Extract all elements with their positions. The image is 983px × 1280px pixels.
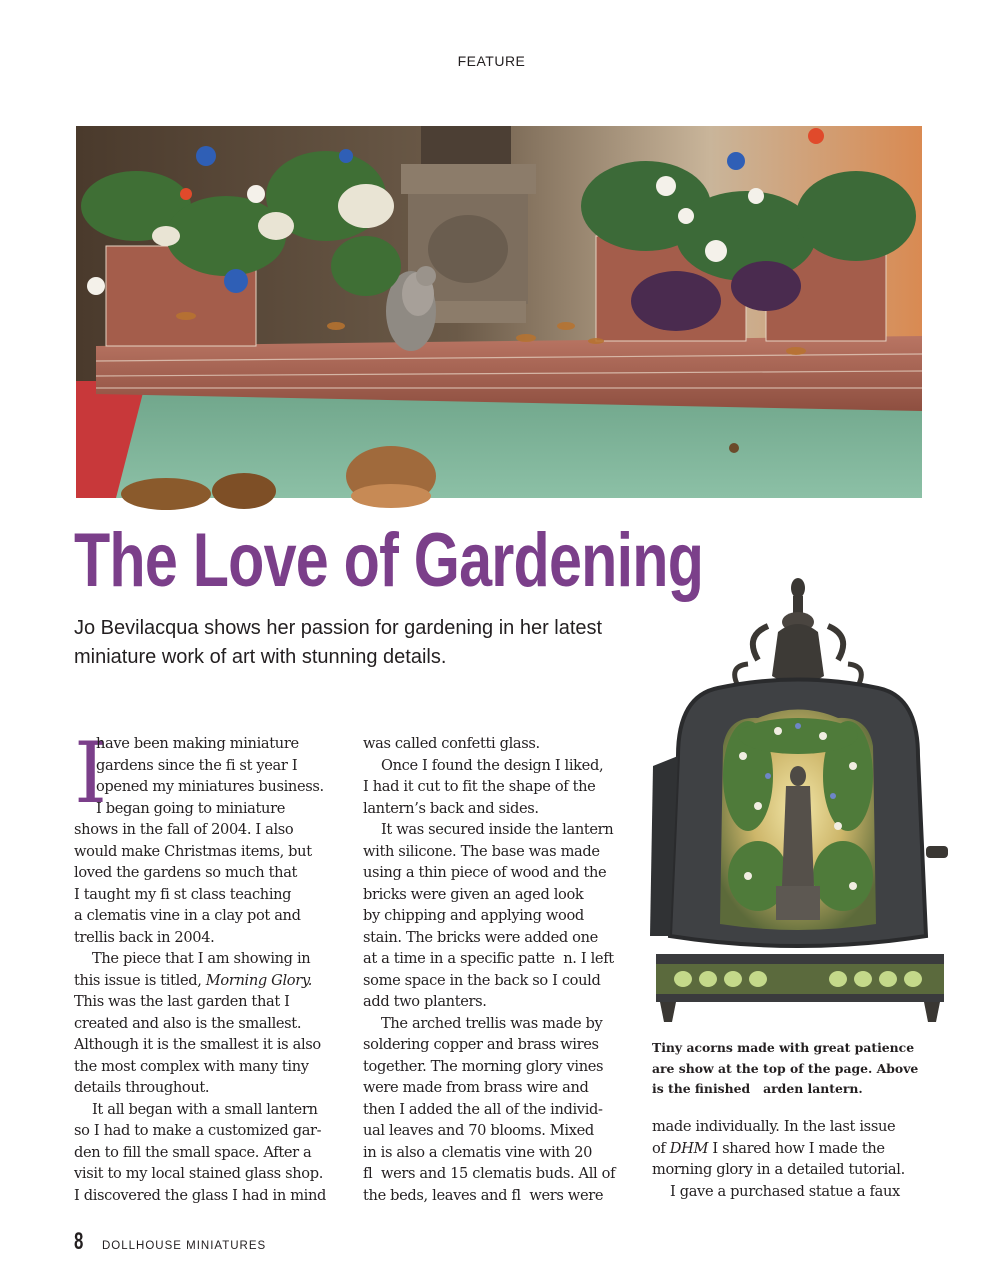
body-line: bricks were given an aged look — [363, 885, 584, 903]
page-number: 8 — [74, 1228, 84, 1255]
body-line: This was the last garden that I — [74, 993, 290, 1010]
artwork-title: Morning Glory. — [205, 971, 313, 989]
body-line: Once I found the design I liked, — [381, 756, 604, 774]
body-line: would make Christmas items, but — [74, 842, 312, 860]
body-line: ual leaves and 70 blooms. Mixed — [363, 1122, 594, 1139]
body-line: by chipping and applying wood — [363, 907, 584, 924]
magazine-abbrev: DHM — [669, 1139, 709, 1157]
body-line — [652, 1138, 927, 1160]
body-line: details throughout. — [74, 1079, 210, 1096]
body-column-3 — [652, 1116, 927, 1202]
article-deck — [74, 614, 694, 672]
body-line: I began going to miniature — [96, 799, 285, 817]
body-line: together. The morning glory vines — [363, 1057, 604, 1075]
deck-line: Jo Bevilacqua shows her passion for gardening in her latest — [74, 617, 603, 639]
body-line: den to fill the small space. After a — [74, 1143, 312, 1161]
body-line: I had it cut to fit the shape of the — [363, 778, 596, 795]
body-line: fl wers and 15 clematis buds. All of — [363, 1165, 616, 1182]
body-line: was called confetti glass. — [363, 735, 540, 752]
body-line: so I had to make a customized gar- — [74, 1122, 322, 1139]
body-line: It was secured inside the lantern — [381, 821, 614, 838]
body-line: add two planters. — [363, 993, 487, 1010]
lantern-photo-illustration — [648, 576, 962, 1030]
body-line: shows in the fall of 2004. I also — [74, 821, 294, 838]
article-title: The Love of Gardening — [74, 518, 704, 603]
body-line: with silicone. The base was made — [363, 842, 600, 860]
body-line — [74, 970, 349, 992]
body-line: lantern’s back and sides. — [363, 799, 539, 817]
body-line: soldering copper and brass wires — [363, 1036, 599, 1053]
body-line: using a thin piece of wood and the — [363, 864, 607, 881]
body-line: morning glory in a detailed tutorial. — [652, 1161, 905, 1178]
body-column-1 — [74, 724, 349, 1206]
drop-cap: I — [74, 724, 108, 822]
body-line: visit to my local stained glass shop. — [74, 1165, 323, 1182]
hero-photo-garden-bricks-squirrel — [76, 126, 922, 498]
body-line: a clematis vine in a clay pot and — [74, 907, 301, 924]
section-label: FEATURE — [457, 53, 526, 69]
body-line: created and also is the smallest. — [74, 1014, 302, 1032]
deck-line: miniature work of art with stunning details. — [74, 646, 447, 668]
body-line: The piece that I am showing in — [92, 950, 311, 967]
body-line: the most complex with many tiny — [74, 1057, 309, 1075]
body-line: were made from brass wire and — [363, 1079, 589, 1096]
body-line: opened my miniatures business. — [96, 778, 324, 795]
publication-name: DOLLHOUSE MINIATURES — [102, 1240, 267, 1252]
body-line: then I added the all of the individ- — [363, 1100, 603, 1118]
lantern-photo — [648, 576, 962, 1030]
body-line: I gave a purchased statue a faux — [670, 1182, 900, 1200]
body-text: I shared how I made the — [708, 1139, 885, 1157]
page-footer — [74, 1228, 266, 1256]
body-line: loved the gardens so much that — [74, 864, 298, 881]
body-line: I taught my fi st class teaching — [74, 885, 292, 903]
caption-line: is the finished arden lantern. — [652, 1081, 863, 1096]
body-line: at a time in a specific patte n. I left — [363, 950, 614, 967]
body-line: trellis back in 2004. — [74, 928, 215, 946]
body-text: of — [652, 1139, 670, 1157]
caption-line: are show at the top of the page. Above — [652, 1060, 919, 1076]
body-line: Although it is the smallest it is also — [74, 1036, 321, 1053]
hero-photo-illustration — [76, 126, 922, 498]
photo-caption — [652, 1038, 932, 1100]
body-line: some space in the back so I could — [363, 971, 601, 989]
body-line: the beds, leaves and fl wers were — [363, 1186, 604, 1204]
body-line: stain. The bricks were added one — [363, 928, 598, 946]
body-column-2 — [363, 733, 638, 1206]
body-line: I discovered the glass I had in mind — [74, 1186, 327, 1204]
caption-line: Tiny acorns made with great patience — [652, 1040, 915, 1055]
body-line: It all began with a small lantern — [92, 1100, 318, 1118]
body-line: in is also a clematis vine with 20 — [363, 1143, 593, 1161]
body-line: have been making miniature — [96, 735, 299, 752]
body-line: The arched trellis was made by — [381, 1014, 603, 1032]
body-line: gardens since the fi st year I — [96, 756, 298, 774]
body-text: this issue is titled, — [74, 971, 206, 989]
body-line: made individually. In the last issue — [652, 1118, 896, 1135]
